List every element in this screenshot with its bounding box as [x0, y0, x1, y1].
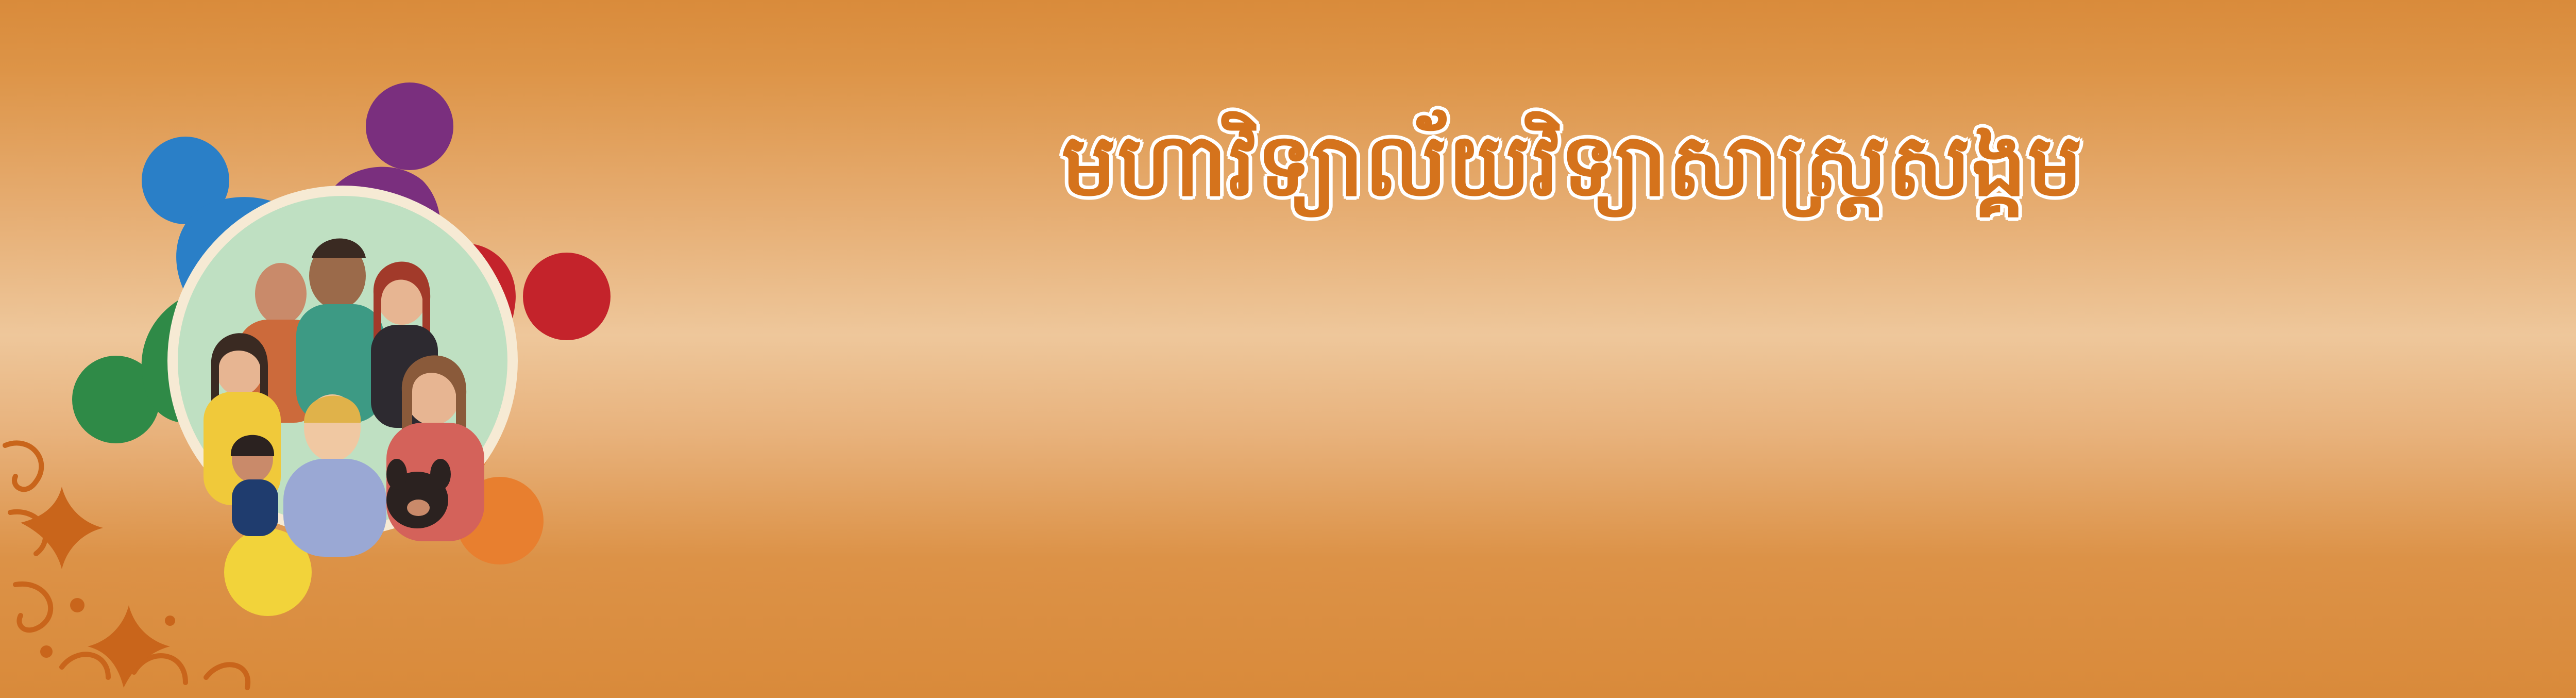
people-group-icon	[167, 186, 518, 557]
community-logo	[62, 77, 629, 624]
faculty-title: មហាវិទ្យាល័យវិទ្យាសាស្ត្រសង្គម	[1061, 114, 2084, 215]
